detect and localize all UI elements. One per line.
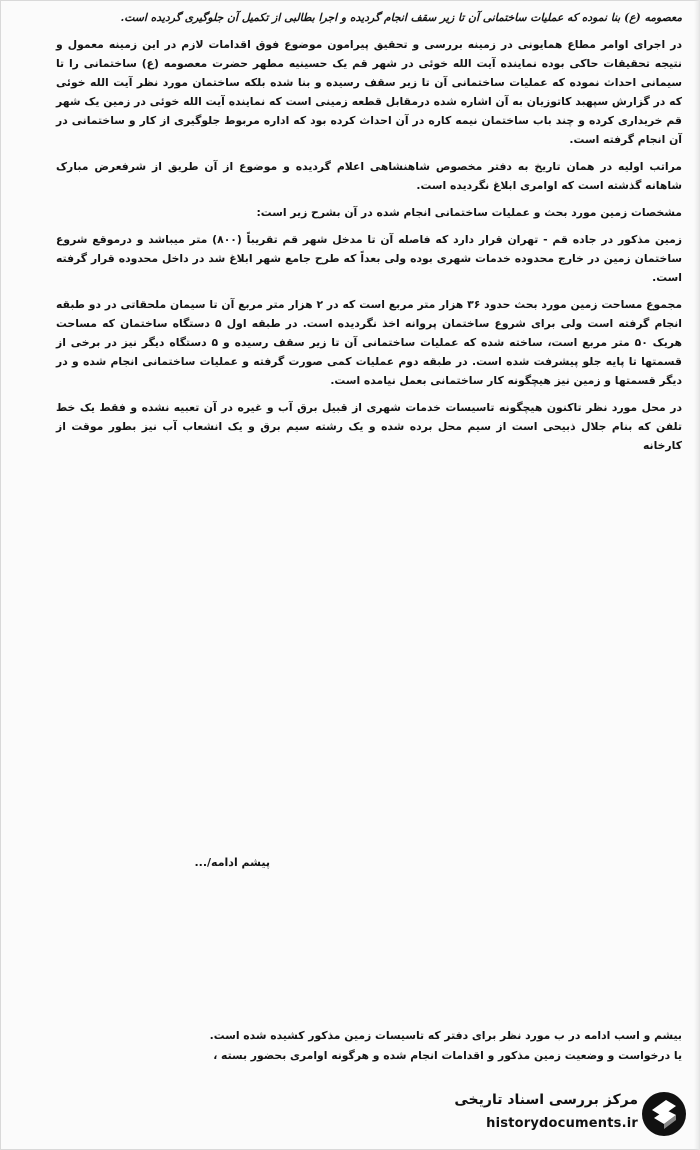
- document-paragraph: مراتب اولیه در همان تاریخ به دفتر مخصوص شاهنشاهی اعلام گردیده و موضوع از آن طریق از شرفعرض مبارک شاهانه گذشته است که اوامری ابلاغ نگردیده است.: [56, 160, 682, 192]
- scan-edge-shadow: [694, 0, 700, 1150]
- watermark-name: مرکز بررسی اسناد تاریخی: [454, 1092, 638, 1108]
- continuation-mark: پیشم ادامه/...: [194, 856, 270, 869]
- document-paragraph: مجموع مساحت زمین مورد بحث حدود ۳۶ هزار متر مربع است که در ۲ هزار متر مربع آن تا سیمان ملحقاتی در دو طبقه انجام گرفته است ولی برای شروع ساختمان پروانه اخذ نگردیده است. در طبقه اول ۵ دستگاه ساختمان که مساحت هریک ۵۰ متر مربع است، ساخته شده که عملیات ساختمانی آن تا زیر سقف رسیده و ۵ دستگاه دیگر نیز در برخی از قسمتها تا پایه جلو پیشرفت شده است. در طبقه دوم عملیات کمی صورت گرفته و عملیات ساختمانی انجام شده و در دیگر قسمتها و زمین نیز هیچگونه کار ساختمانی بعمل نیامده است.: [56, 298, 682, 387]
- document-paragraph: در اجرای اوامر مطاع همایونی در زمینه بررسی و تحقیق پیرامون موضوع فوق اقدامات لازم در این زمینه معمول و نتیجه تحقیقات حاکی بوده نماینده آیت الله خوئی در شهر قم یک حسینیه مطهر حضرت معصومه (ع) ساختمانی را تا سیمانی احداث نموده که عملیات ساختمانی آن تا زیر سقف رسیده و بنا شده بلکه ساختمان مورد نظر آیت الله خوئی که در گزارش سپهبد کاتوزیان به آن اشاره شده درمقابل قطعه زمینی است که نماینده آیت الله خوئی در زمین یک شهر قم خریداری کرده و چند باب ساختمان نیمه کاره در آن احداث کرده بود که اداره مربوط جلوگیری از کار و ساختمانی در آن انجام گرفته است.: [56, 38, 682, 146]
- history-documents-logo-icon: [640, 1090, 688, 1138]
- watermark-url: historydocuments.ir: [486, 1116, 638, 1131]
- footer-line: یا درخواست و وضعیت زمین مذکور و اقدامات انجام شده و هرگونه اوامری بحضور بسته ،: [213, 1049, 682, 1062]
- document-paragraph: معصومه (ع) بنا نموده که عملیات ساختمانی آن تا زیر سقف انجام گردیده و اجرا بطالبی از تکمیل آن جلوگیری گردیده است.: [120, 11, 682, 24]
- document-paragraph: زمین مذکور در جاده قم - تهران قرار دارد که فاصله آن تا مدخل شهر قم تقریباً (۸۰۰) متر میباشد و درموقع شروع ساختمان زمین در خارج محدوده خدمات شهری بوده ولی بعداً که طرح جامع شهر ابلاغ شد در داخل محدوده قرار گرفته است.: [56, 233, 682, 284]
- document-paragraph: مشخصات زمین مورد بحث و عملیات ساختمانی انجام شده در آن بشرح زیر است:: [256, 206, 682, 219]
- archive-watermark: [428, 1088, 690, 1146]
- document-body: [56, 8, 682, 463]
- document-paragraph: در محل مورد نظر تاکنون هیچگونه تاسیسات خدمات شهری از قبیل برق آب و غیره در آن تعبیه نشده و فقط یک خط تلفن که بنام جلال ذبیحی است از سیم محل برده شده و یک رشته سیم برق و یک انشعاب آب نیز بطور موقت از کارخانه: [56, 401, 682, 452]
- document-footer: [16, 1026, 682, 1066]
- footer-line: بیشم و اسب ادامه در ب مورد نظر برای دفتر که تاسیسات زمین مذکور کشیده شده است.: [209, 1029, 682, 1042]
